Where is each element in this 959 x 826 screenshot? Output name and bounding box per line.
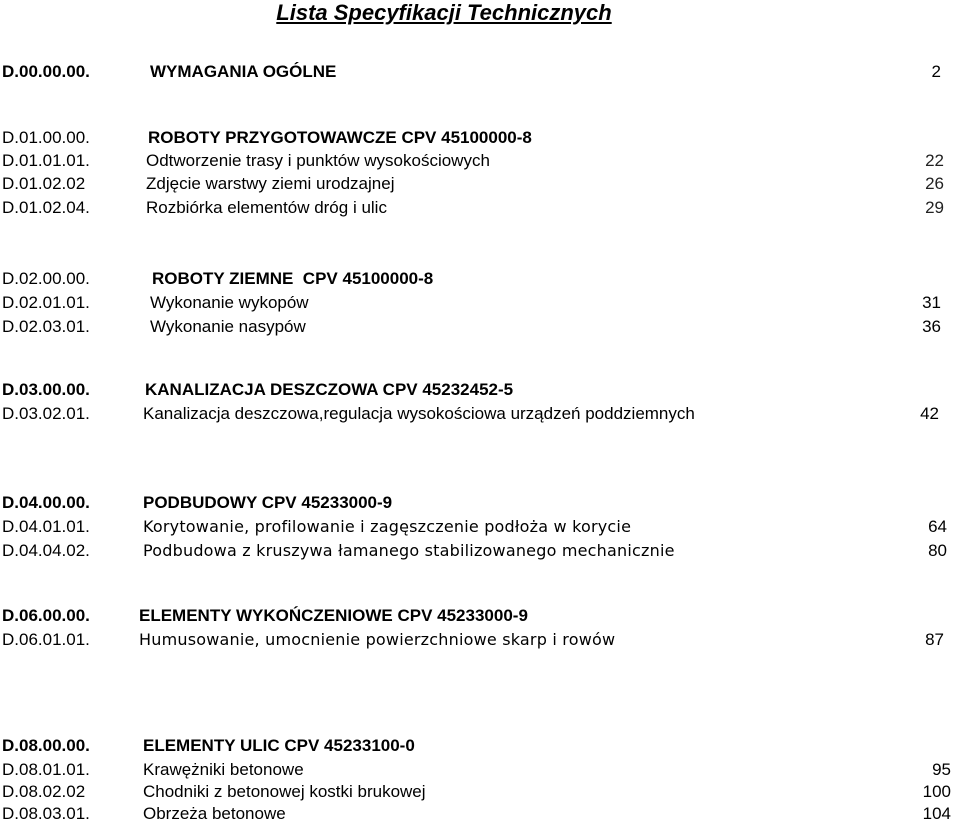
entry-page: 100	[922, 782, 951, 801]
entry-name: Korytowanie, profilowanie i zagęszczenie podłoża w korycie	[143, 517, 632, 536]
entry-name: ROBOTY ZIEMNE CPV 45100000-8	[152, 269, 434, 288]
entry-name: Podbudowa z kruszywa łamanego stabilizowanego mechanicznie	[143, 541, 675, 560]
toc-entry	[0, 780, 959, 804]
entry-page: 26	[925, 174, 944, 193]
toc-entry	[0, 315, 959, 339]
toc-entry	[0, 758, 959, 782]
toc-entry-heading	[0, 491, 959, 515]
toc-entry-heading	[0, 734, 959, 758]
entry-code: D.06.01.01.	[2, 630, 90, 649]
entry-page: 22	[925, 151, 944, 170]
toc-entry	[0, 539, 959, 563]
toc-entry	[0, 196, 959, 220]
entry-name: ELEMENTY WYKOŃCZENIOWE CPV 45233000-9	[139, 606, 528, 625]
entry-name: ROBOTY PRZYGOTOWAWCZE CPV 45100000-8	[148, 128, 532, 147]
entry-name: ELEMENTY ULIC CPV 45233100-0	[143, 736, 415, 755]
entry-name: Rozbiórka elementów dróg i ulic	[146, 198, 387, 217]
entry-name: Obrzeża betonowe	[143, 804, 286, 823]
toc-entry-heading	[0, 378, 959, 402]
entry-code: D.02.03.01.	[2, 317, 90, 336]
entry-name: Wykonanie nasypów	[150, 317, 306, 336]
entry-page: 87	[925, 630, 944, 649]
entry-code: D.02.00.00.	[2, 269, 90, 288]
entry-code: D.03.00.00.	[2, 380, 90, 399]
entry-name: Wykonanie wykopów	[150, 293, 309, 312]
entry-page: 104	[922, 804, 951, 823]
entry-code: D.04.04.02.	[2, 541, 90, 560]
entry-page: 80	[928, 541, 947, 560]
entry-code: D.04.01.01.	[2, 517, 90, 536]
entry-code: D.01.02.04.	[2, 198, 90, 217]
toc-entry	[0, 172, 959, 196]
toc-entry-heading	[0, 126, 959, 150]
toc-entry	[0, 291, 959, 315]
entry-page: 64	[928, 517, 947, 536]
entry-name: Chodniki z betonowej kostki brukowej	[143, 782, 426, 801]
toc-entry	[0, 515, 959, 539]
entry-code: D.02.01.01.	[2, 293, 90, 312]
entry-name: PODBUDOWY CPV 45233000-9	[143, 493, 393, 512]
entry-name: Krawężniki betonowe	[143, 760, 304, 779]
entry-code: D.08.01.01.	[2, 760, 90, 779]
entry-code: D.03.02.01.	[2, 404, 90, 423]
toc-entry	[0, 628, 959, 652]
entry-code: D.06.00.00.	[2, 606, 90, 625]
entry-name: Humusowanie, umocnienie powierzchniowe skarp i rowów	[139, 630, 616, 649]
toc-entry	[0, 402, 959, 426]
entry-code: D.08.03.01.	[2, 804, 90, 823]
entry-code: D.01.02.02	[2, 174, 86, 193]
entry-page: 95	[932, 760, 951, 779]
entry-code: D.08.02.02	[2, 782, 86, 801]
entry-code: D.00.00.00.	[2, 62, 90, 81]
toc-entry-heading	[0, 60, 959, 84]
entry-code: D.01.00.00.	[2, 128, 90, 147]
toc-entry-heading	[0, 267, 959, 291]
entry-page: 29	[925, 198, 944, 217]
entry-page: 2	[931, 62, 941, 81]
entry-page: 42	[920, 404, 939, 423]
entry-name: WYMAGANIA OGÓLNE	[150, 62, 337, 81]
entry-name: Odtworzenie trasy i punktów wysokościowych	[146, 151, 490, 170]
toc-entry	[0, 149, 959, 173]
entry-name: KANALIZACJA DESZCZOWA CPV 45232452-5	[145, 380, 514, 399]
entry-code: D.04.00.00.	[2, 493, 90, 512]
entry-code: D.08.00.00.	[2, 736, 90, 755]
entry-page: 31	[922, 293, 941, 312]
entry-code: D.01.01.01.	[2, 151, 90, 170]
document-title: Lista Specyfikacji Technicznych	[276, 0, 612, 25]
entry-name: Kanalizacja deszczowa,regulacja wysokościowa urządzeń poddziemnych	[143, 404, 695, 423]
entry-name: Zdjęcie warstwy ziemi urodzajnej	[146, 174, 395, 193]
entry-page: 36	[922, 317, 941, 336]
toc-entry-heading	[0, 604, 959, 628]
toc-entry	[0, 802, 959, 826]
